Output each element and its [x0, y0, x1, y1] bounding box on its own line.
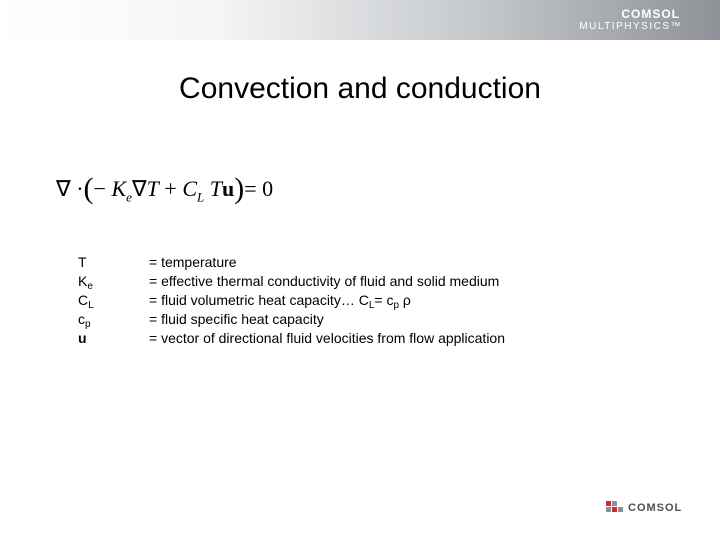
header-band [0, 0, 720, 40]
equation-minus: − [93, 176, 106, 201]
definition-symbol: $C_L$ [78, 292, 94, 311]
definition-symbol: T [78, 254, 87, 270]
equation-c-sub: L [197, 189, 205, 205]
logo-line-1: COMSOL [621, 7, 680, 21]
equation-divergence: ∇ · [56, 176, 84, 201]
equation-close-paren: ) [234, 172, 245, 205]
logo-line-2: MULTIPHYSICS™ [579, 21, 682, 32]
equation-u: u [222, 176, 235, 201]
definition-symbol: u [78, 330, 87, 346]
comsol-footer-logo [606, 501, 682, 515]
definition-text: = effective thermal conductivity of fluid and solid medium [149, 273, 500, 289]
footer-brand-text: COMSOL [628, 502, 683, 514]
definition-row [78, 272, 505, 291]
definition-text: = fluid specific heat capacity [149, 311, 324, 327]
equation-t2: T [209, 176, 222, 201]
equation-plus: + [164, 176, 177, 201]
equation-open-paren: ( [83, 172, 94, 205]
equation-k: K [111, 176, 127, 201]
trademark-mark: ™ [670, 21, 682, 32]
definition-symbol: $c_p$ [78, 311, 91, 330]
equation [56, 170, 273, 205]
definition-row [78, 291, 505, 310]
definition-row [78, 253, 505, 272]
definition-symbol: $K_e$ [78, 273, 93, 292]
equation-gradient: ∇ [131, 176, 147, 201]
definition-row [78, 329, 505, 348]
definitions-list [78, 253, 505, 348]
equation-t: T [146, 176, 159, 201]
comsol-mark-icon [606, 501, 624, 515]
comsol-multiphysics-logo [579, 8, 682, 32]
equation-rhs: = 0 [244, 176, 274, 201]
definition-row [78, 310, 505, 329]
equation-c: C [182, 176, 198, 201]
definition-text: = fluid volumetric heat capacity… $C_L= c_p$ ρ [149, 292, 411, 311]
slide-title: Convection and conduction [179, 72, 541, 105]
equation-k-sub: e [126, 189, 132, 205]
definition-text: = temperature [149, 254, 237, 270]
definition-text: = vector of directional fluid velocities from flow application [149, 330, 506, 346]
